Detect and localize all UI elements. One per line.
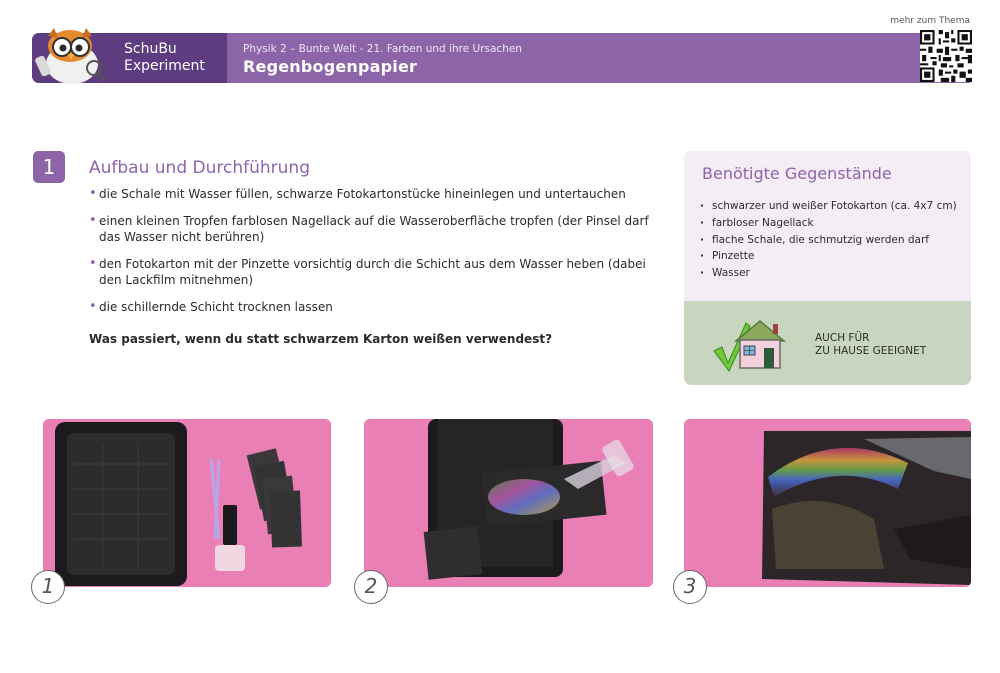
photo-materials	[43, 419, 331, 587]
list-item: · flache Schale, die schmutzig werden darf	[700, 232, 957, 249]
photo-number-badge: 1	[31, 570, 65, 604]
house-check-icon	[712, 317, 792, 373]
home-suitable-panel	[684, 301, 971, 385]
materials-panel	[684, 151, 971, 301]
photo-number-badge: 3	[673, 570, 707, 604]
page-title: Regenbogenpapier	[243, 57, 418, 76]
photo-rainbow-paper	[684, 419, 971, 587]
photo-lifting-card	[364, 419, 653, 587]
brand-name	[124, 41, 205, 75]
brand-line-1: SchuBu	[124, 41, 177, 57]
section-title: Aufbau und Durchführung	[89, 158, 310, 178]
list-item: · Pinzette	[700, 248, 957, 265]
header-banner	[32, 33, 970, 83]
list-item: · Wasser	[700, 265, 957, 282]
list-item: • die Schale mit Wasser füllen, schwarze Fotokartonstücke hineinlegen und untertauchen	[89, 186, 659, 202]
materials-title: Benötigte Gegenstände	[702, 164, 892, 183]
subject-breadcrumb: Physik 2 – Bunte Welt - 21. Farben und ihre Ursachen	[243, 43, 522, 55]
owl-mascot-icon	[34, 26, 106, 84]
section-number-badge: 1	[33, 151, 65, 183]
list-item: · schwarzer und weißer Fotokarton (ca. 4x7 cm)	[700, 198, 957, 215]
question-text: Was passiert, wenn du statt schwarzem Karton weißen verwendest?	[89, 332, 553, 346]
materials-list	[700, 198, 957, 282]
brand-line-2: Experiment	[124, 58, 205, 74]
home-label-line-1: AUCH FÜR	[815, 332, 870, 344]
list-item: • einen kleinen Tropfen farblosen Nagellack auf die Wasseroberfläche tropfen (der Pinsel darf das Wasser nicht berühren)	[89, 213, 659, 245]
instruction-list	[89, 186, 659, 326]
qr-code-icon[interactable]	[920, 30, 972, 82]
home-label-line-2: ZU HAUSE GEEIGNET	[815, 345, 927, 357]
home-suitable-label	[815, 332, 926, 358]
list-item: · farbloser Nagellack	[700, 215, 957, 232]
list-item: • den Fotokarton mit der Pinzette vorsichtig durch die Schicht aus dem Wasser heben (dabei den Lackfilm mitnehmen)	[89, 256, 659, 288]
more-on-topic-link[interactable]: mehr zum Thema	[890, 16, 970, 26]
photo-number-badge: 2	[354, 570, 388, 604]
list-item: • die schillernde Schicht trocknen lassen	[89, 299, 659, 315]
